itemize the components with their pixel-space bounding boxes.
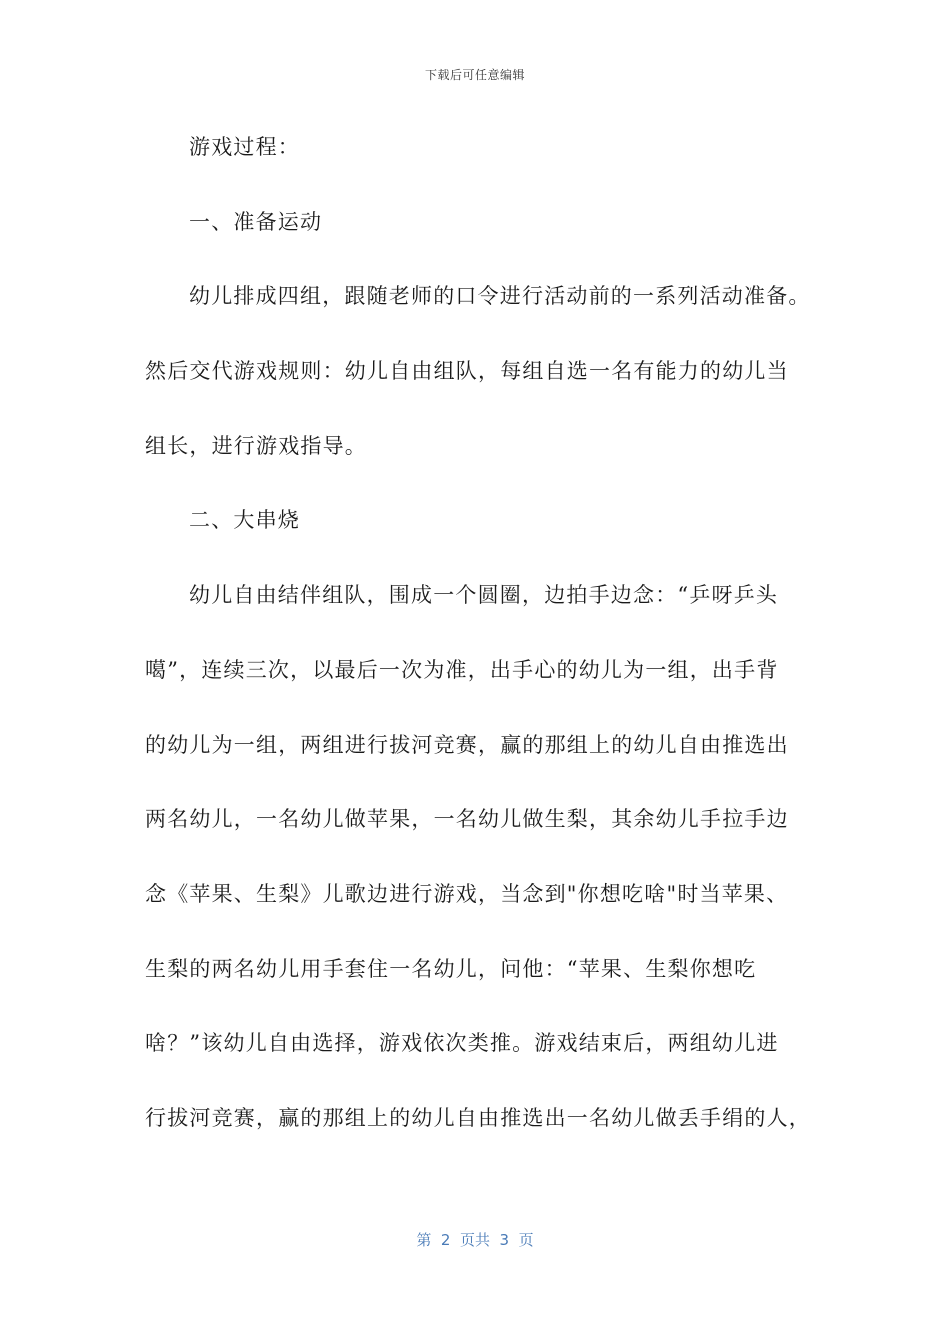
paragraph-line: 念《苹果、生梨》儿歌边进行游戏，当念到"你想吃啥"时当苹果、 xyxy=(145,881,789,906)
section-heading-big-skewer: 二、大串烧 xyxy=(189,508,300,533)
page-number-footer: 第 2 页共 3 页 xyxy=(416,1231,534,1249)
paragraph-line: 行拔河竞赛，赢的那组上的幼儿自由推选出一名幼儿做丢手绢的人， xyxy=(145,1105,811,1130)
paragraph-line: 的幼儿为一组，两组进行拔河竞赛，赢的那组上的幼儿自由推选出 xyxy=(145,732,789,757)
document-body xyxy=(145,127,810,1173)
paragraph-line: 生梨的两名幼儿用手套住一名幼儿，问他：“苹果、生梨你想吃 xyxy=(145,956,757,981)
paragraph-line: 啥？”该幼儿自由选择，游戏依次类推。游戏结束后，两组幼儿进 xyxy=(145,1031,779,1056)
page-header-note: 下载后可任意编辑 xyxy=(424,68,525,82)
paragraph-line: 噶”，连续三次，以最后一次为准，出手心的幼儿为一组，出手背 xyxy=(145,657,779,682)
paragraph-line: 幼儿自由结伴组队，围成一个圆圈，边拍手边念：“乒呀乒头 xyxy=(189,583,779,608)
paragraph-line: 组长，进行游戏指导。 xyxy=(145,433,367,458)
paragraph-line: 两名幼儿，一名幼儿做苹果，一名幼儿做生梨，其余幼儿手拉手边 xyxy=(145,807,789,832)
paragraph-line: 然后交代游戏规则：幼儿自由组队，每组自选一名有能力的幼儿当 xyxy=(145,359,789,384)
heading-game-process: 游戏过程： xyxy=(189,135,300,159)
section-heading-warmup: 一、准备运动 xyxy=(189,209,323,234)
paragraph-line: 幼儿排成四组，跟随老师的口令进行活动前的一系列活动准备。 xyxy=(189,284,811,309)
